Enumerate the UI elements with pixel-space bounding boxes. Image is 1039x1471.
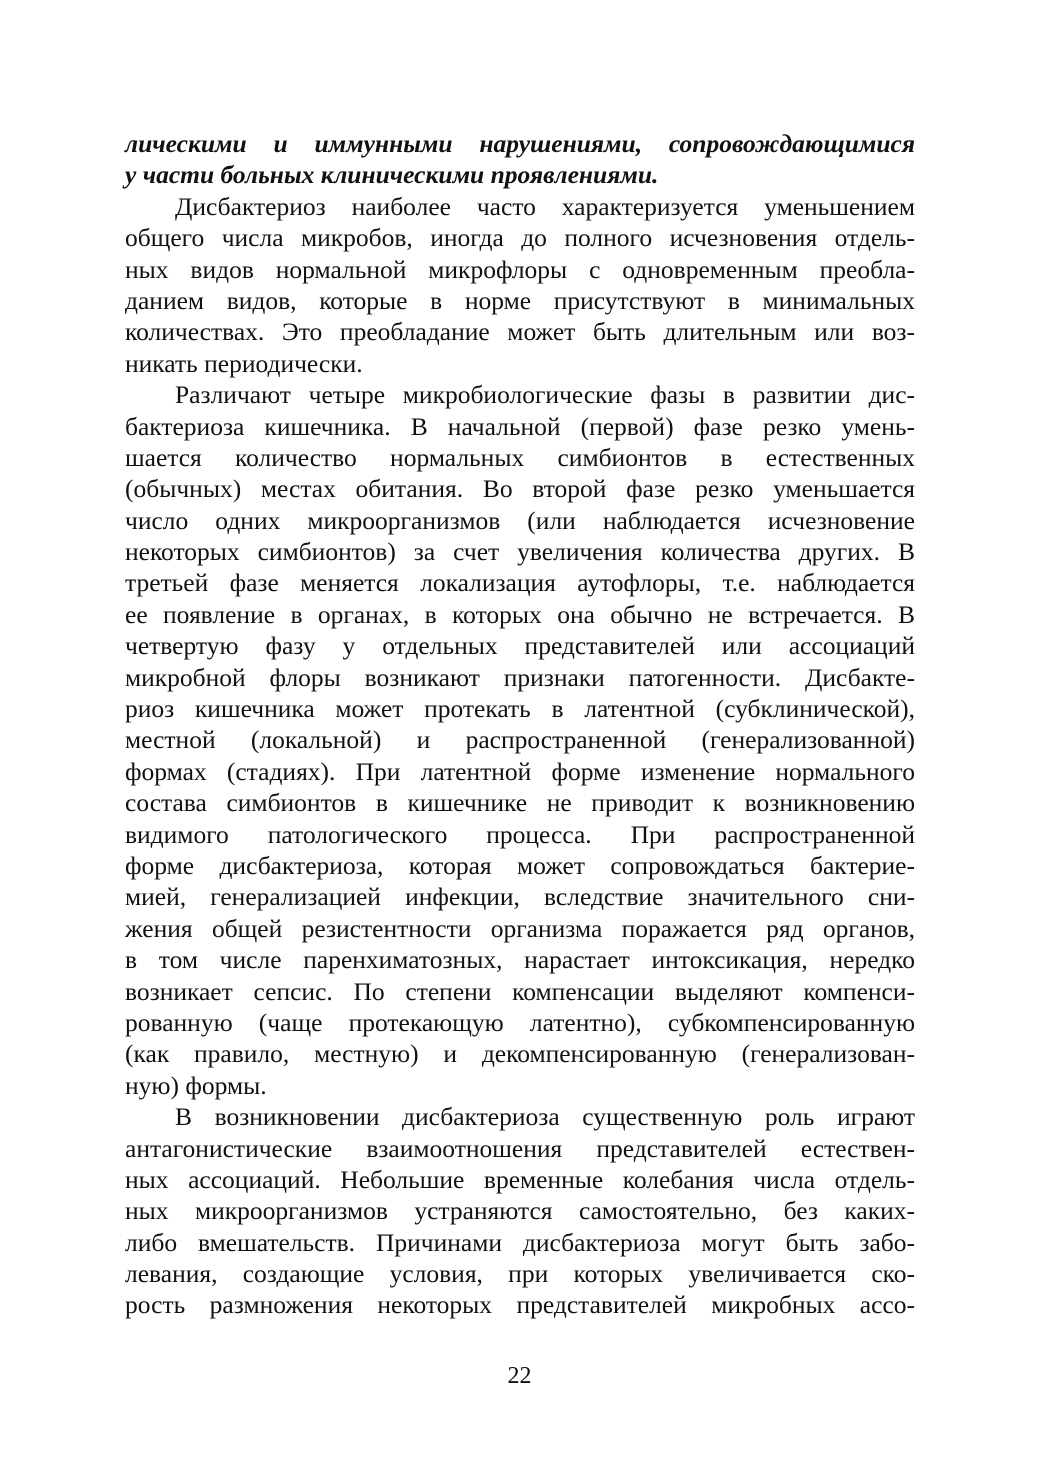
text-line: число одних микроорганизмов (или наблюдается исчезновение <box>125 505 915 535</box>
text-line: данием видов, которые в норме присутствуют в минимальных <box>125 285 915 315</box>
text-line: четвертую фазу у отдельных представителей или ассоциаций <box>125 631 915 661</box>
text-line: в том числе паренхиматозных, нарастает интоксикация, нередко <box>125 945 915 975</box>
text-line: количествах. Это преобладание может быть длительным или воз- <box>125 317 915 347</box>
text-line: общего числа микробов, иногда до полного исчезновения отдель- <box>125 223 915 253</box>
paragraph <box>125 191 915 379</box>
text-line: Различают четыре микробиологические фазы в развитии дис- <box>175 380 915 410</box>
text-line: формах (стадиях). При латентной форме изменение нормального <box>125 756 915 786</box>
page-number: 22 <box>507 1363 532 1389</box>
text-line: возникает сепсис. По степени компенсации выделяют компенси- <box>125 976 915 1006</box>
paragraph <box>125 1101 915 1321</box>
text-line: риоз кишечника может протекать в латентной (субклинической), <box>125 694 915 724</box>
text-line: ных микроорганизмов устраняются самостоятельно, без каких- <box>125 1196 915 1226</box>
text-line: форме дисбактериоза, которая может сопровождаться бактерие- <box>125 850 915 880</box>
text-line: ную) формы. <box>125 1070 267 1100</box>
text-line: левания, создающие условия, при которых увеличивается ско- <box>125 1259 915 1289</box>
text-line: шается количество нормальных симбионтов в естественных <box>125 442 915 472</box>
text-line: микробной флоры возникают признаки патогенности. Дисбакте- <box>125 662 915 692</box>
paragraph <box>125 128 915 191</box>
text-line: состава симбионтов в кишечнике не приводит к возникновению <box>125 788 915 818</box>
text-line: рость размножения некоторых представителей микробных ассо- <box>125 1290 915 1320</box>
text-line: В возникновении дисбактериоза существенную роль играют <box>175 1102 915 1132</box>
text-line: никать периодически. <box>125 348 363 378</box>
text-line: жения общей резистентности организма поражается ряд органов, <box>125 913 915 943</box>
text-line: (как правило, местную) и декомпенсированную (генерализован- <box>125 1039 915 1069</box>
text-line: некоторых симбионтов) за счет увеличения количества других. В <box>125 537 915 567</box>
text-line: видимого патологического процесса. При распространенной <box>125 819 915 849</box>
text-line: ее появление в органах, в которых она обычно не встречается. В <box>125 599 915 629</box>
text-line: либо вмешательств. Причинами дисбактериоза могут быть забо- <box>125 1227 915 1257</box>
text-line: третьей фазе меняется локализация аутофлоры, т.е. наблюдается <box>125 568 915 598</box>
page-body <box>125 128 915 1321</box>
text-line: местной (локальной) и распространенной (генерализованной) <box>125 725 915 755</box>
text-line: ных видов нормальной микрофлоры с одновременным преобла- <box>125 254 915 284</box>
paragraph <box>125 379 915 1101</box>
text-line: Дисбактериоз наиболее часто характеризуется уменьшением <box>175 191 915 221</box>
text-line: мией, генерализацией инфекции, вследствие значительного сни- <box>125 882 915 912</box>
text-line: ных ассоциаций. Небольшие временные колебания числа отдель- <box>125 1164 915 1194</box>
text-line: (обычных) местах обитания. Во второй фазе резко уменьшается <box>125 474 915 504</box>
text-line: антагонистические взаимоотношения представителей естествен- <box>125 1133 915 1163</box>
text-line: лическими и иммунными нарушениями, сопровождающимися <box>125 129 915 158</box>
text-line: бактериоза кишечника. В начальной (первой) фазе резко умень- <box>125 411 915 441</box>
text-line: рованную (чаще протекающую латентно), субкомпенсированную <box>125 1007 915 1037</box>
text-line: у части больных клиническими проявлениями. <box>125 160 659 190</box>
